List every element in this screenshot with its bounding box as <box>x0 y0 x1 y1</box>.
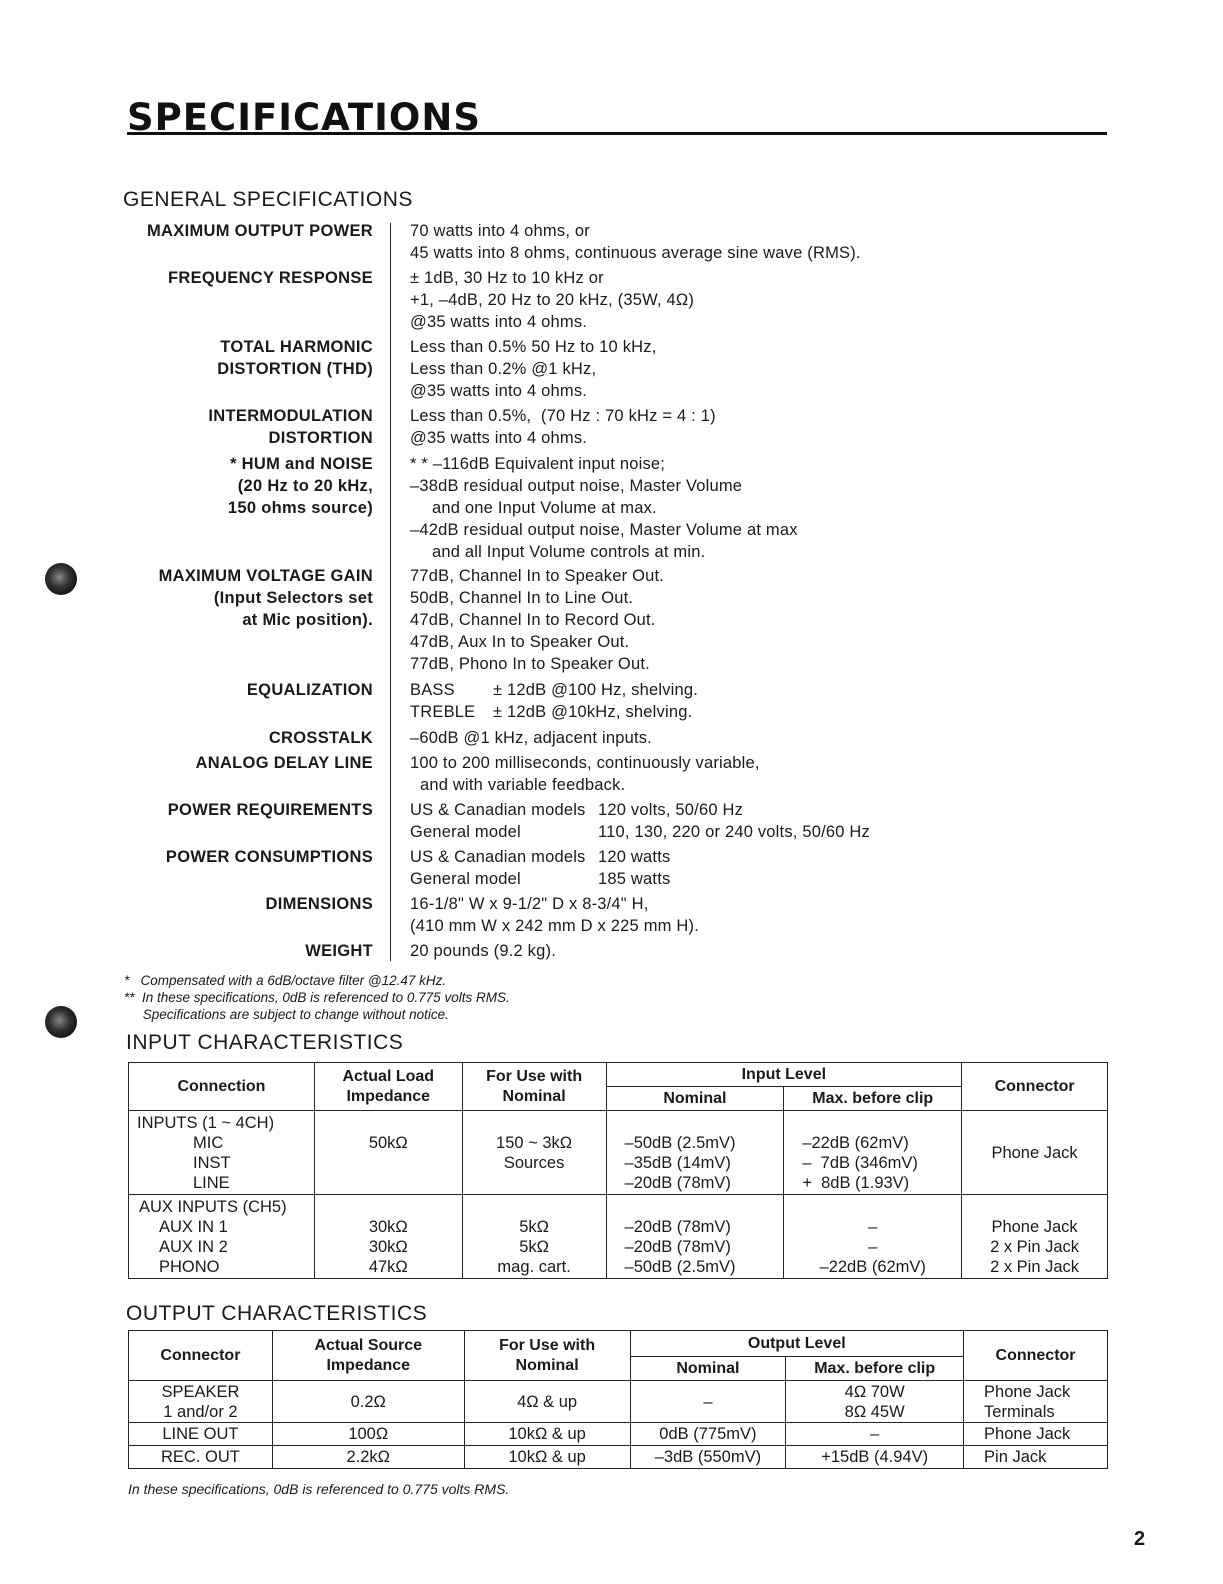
spec-label: POWER CONSUMPTIONS <box>165 848 373 866</box>
spec-value: 100 to 200 milliseconds, continuously variable, and with variable feedback. <box>410 754 760 794</box>
spec-value: 20 pounds (9.2 kg). <box>410 942 556 960</box>
spec-value: US & Canadian models 120 watts General model 185 watts <box>410 848 671 888</box>
col-header-output-level: Output Level <box>630 1331 964 1357</box>
cell-impedance: 30kΩ 30kΩ 47kΩ <box>314 1195 462 1279</box>
spec-label: FREQUENCY RESPONSE <box>168 269 373 287</box>
spec-value: 77dB, Channel In to Speaker Out. 50dB, Channel In to Line Out. 47dB, Channel In to Record Out. 47dB, Aux In to Speaker Out. 77dB, Phono In to Speaker Out. <box>410 567 665 673</box>
cell-connector: Phone Jack 2 x Pin Jack 2 x Pin Jack <box>962 1195 1108 1279</box>
spec-value: Less than 0.5% 50 Hz to 10 kHz, Less than 0.2% @1 kHz, @35 watts into 4 ohms. <box>410 338 657 400</box>
spec-value: BASS ± 12dB @100 Hz, shelving. TREBLE ± 12dB @10kHz, shelving. <box>410 681 699 721</box>
cell-connector-type: Phone Jack Terminals <box>964 1381 1108 1423</box>
cell-connector: REC. OUT <box>129 1446 273 1469</box>
col-header-connector-type: Connector <box>964 1331 1108 1381</box>
cell-impedance: 0.2Ω <box>272 1381 464 1423</box>
col-header-impedance: Actual Source Impedance <box>272 1331 464 1381</box>
spec-label: POWER REQUIREMENTS <box>167 801 373 819</box>
page-title: SPECIFICATIONS <box>127 96 481 139</box>
cell-max: – – –22dB (62mV) <box>784 1195 962 1279</box>
spec-value: ± 1dB, 30 Hz to 10 kHz or +1, –4dB, 20 Hz to 20 kHz, (35W, 4Ω) @35 watts into 4 ohms. <box>410 269 695 331</box>
cell-max: –22dB (62mV) – 7dB (346mV) + 8dB (1.93V) <box>784 1111 962 1195</box>
spec-value: 70 watts into 4 ohms, or 45 watts into 8 ohms, continuous average sine wave (RMS). <box>410 222 861 262</box>
output-characteristics-heading: OUTPUT CHARACTERISTICS <box>126 1302 428 1325</box>
cell-connector-type: Phone Jack <box>964 1423 1108 1446</box>
cell-for-use: 150 ~ 3kΩ Sources <box>462 1111 606 1195</box>
cell-connector-type: Pin Jack <box>964 1446 1108 1469</box>
spec-value: Less than 0.5%, (70 Hz : 70 kHz = 4 : 1) @35 watts into 4 ohms. <box>410 407 716 447</box>
spec-label: CROSSTALK <box>268 729 373 747</box>
spec-value: * * –116dB Equivalent input noise; –38dB residual output noise, Master Volume and one Input Volume at max. –42dB residual output noise, Master Volume at max and all Input Volume controls at min. <box>410 455 798 561</box>
spec-divider <box>390 223 391 961</box>
col-header-for-use: For Use with Nominal <box>462 1063 606 1111</box>
spec-label: TOTAL HARMONIC DISTORTION (THD) <box>217 338 373 378</box>
general-specifications-heading: GENERAL SPECIFICATIONS <box>123 188 413 211</box>
cell-connection: INPUTS (1 ~ 4CH) MIC INST LINE <box>129 1111 315 1195</box>
input-characteristics-heading: INPUT CHARACTERISTICS <box>126 1031 404 1054</box>
spec-label: ANALOG DELAY LINE <box>195 754 373 772</box>
cell-nominal: –50dB (2.5mV) –35dB (14mV) –20dB (78mV) <box>606 1111 784 1195</box>
cell-for-use: 10kΩ & up <box>464 1446 630 1469</box>
cell-connector: SPEAKER 1 and/or 2 <box>129 1381 273 1423</box>
spec-label: MAXIMUM VOLTAGE GAIN (Input Selectors set at Mic position). <box>158 567 373 629</box>
cell-nominal: –3dB (550mV) <box>630 1446 786 1469</box>
spec-notes: * Compensated with a 6dB/octave filter @12.47 kHz. ** In these specifications, 0dB is referenced to 0.775 volts RMS. Specifications are subject to change without notice. <box>124 973 510 1022</box>
cell-connector: LINE OUT <box>129 1423 273 1446</box>
col-header-nominal: Nominal <box>606 1087 784 1111</box>
cell-max: – <box>786 1423 964 1446</box>
cell-max: 4Ω 70W 8Ω 45W <box>786 1381 964 1423</box>
spec-label: DIMENSIONS <box>265 895 373 913</box>
cell-connection: AUX INPUTS (CH5) AUX IN 1 AUX IN 2 PHONO <box>129 1195 315 1279</box>
binder-hole <box>45 1006 77 1038</box>
page-number: 2 <box>1134 1528 1146 1550</box>
table-row <box>129 1111 1108 1195</box>
cell-impedance: 2.2kΩ <box>272 1446 464 1469</box>
cell-for-use: 10kΩ & up <box>464 1423 630 1446</box>
cell-nominal: –20dB (78mV) –20dB (78mV) –50dB (2.5mV) <box>606 1195 784 1279</box>
spec-label: INTERMODULATION DISTORTION <box>208 407 373 447</box>
table-row <box>129 1423 1108 1446</box>
col-header-nominal: Nominal <box>630 1357 786 1381</box>
spec-label: WEIGHT <box>305 942 373 960</box>
cell-impedance: 50kΩ <box>314 1111 462 1195</box>
spec-label: EQUALIZATION <box>246 681 373 699</box>
spec-value: –60dB @1 kHz, adjacent inputs. <box>410 729 652 747</box>
spec-label: MAXIMUM OUTPUT POWER <box>147 222 373 240</box>
table-row <box>129 1446 1108 1469</box>
spec-value: 16-1/8" W x 9-1/2" D x 8-3/4" H, (410 mm W x 242 mm D x 225 mm H). <box>410 895 699 935</box>
col-header-for-use: For Use with Nominal <box>464 1331 630 1381</box>
table-row <box>129 1381 1108 1423</box>
table-row <box>129 1195 1108 1279</box>
cell-max: +15dB (4.94V) <box>786 1446 964 1469</box>
input-characteristics-table <box>128 1062 1108 1279</box>
col-header-impedance: Actual Load Impedance <box>314 1063 462 1111</box>
col-header-input-level: Input Level <box>606 1063 962 1087</box>
output-footer-note: In these specifications, 0dB is referenced to 0.775 volts RMS. <box>128 1481 510 1497</box>
cell-nominal: 0dB (775mV) <box>630 1423 786 1446</box>
cell-impedance: 100Ω <box>272 1423 464 1446</box>
title-rule <box>127 132 1107 135</box>
output-characteristics-table <box>128 1330 1108 1469</box>
col-header-connector: Connector <box>962 1063 1108 1111</box>
col-header-max-before-clip: Max. before clip <box>784 1087 962 1111</box>
cell-for-use: 5kΩ 5kΩ mag. cart. <box>462 1195 606 1279</box>
binder-hole <box>45 563 77 595</box>
spec-label: * HUM and NOISE (20 Hz to 20 kHz, 150 ohms source) <box>227 455 373 517</box>
cell-connector: Phone Jack <box>962 1111 1108 1195</box>
col-header-connector: Connector <box>129 1331 273 1381</box>
col-header-max-before-clip: Max. before clip <box>786 1357 964 1381</box>
cell-for-use: 4Ω & up <box>464 1381 630 1423</box>
col-header-connection: Connection <box>129 1063 315 1111</box>
cell-nominal: – <box>630 1381 786 1423</box>
spec-value: US & Canadian models 120 volts, 50/60 Hz General model 110, 130, 220 or 240 volts, 50/60 Hz <box>410 801 870 841</box>
